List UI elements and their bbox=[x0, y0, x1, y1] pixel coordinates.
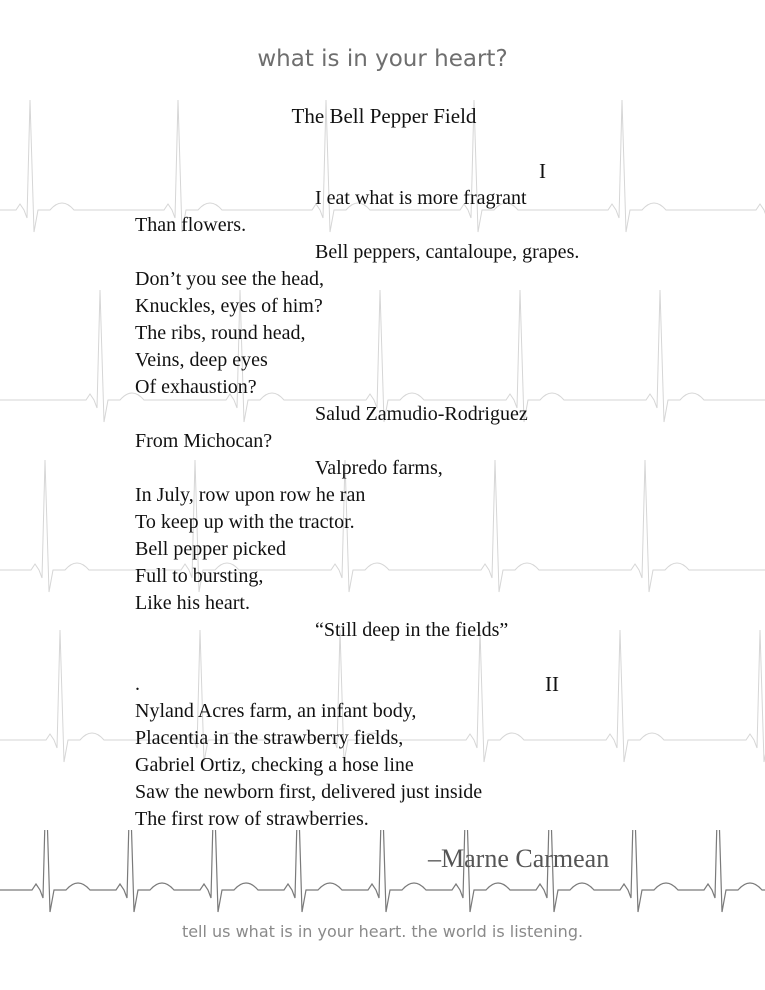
poem-line: Nyland Acres farm, an infant body, bbox=[135, 700, 417, 722]
poem-title: The Bell Pepper Field bbox=[291, 104, 477, 128]
poem-line: Veins, deep eyes bbox=[135, 349, 268, 371]
poem-line: The first row of strawberries. bbox=[135, 808, 369, 830]
poem-line: I eat what is more fragrant bbox=[315, 187, 527, 209]
ekg-line-bottom bbox=[0, 830, 765, 990]
poem-line: Of exhaustion? bbox=[135, 376, 257, 398]
poem-line: Gabriel Ortiz, checking a hose line bbox=[135, 754, 414, 776]
section-numeral-2: II bbox=[545, 672, 559, 696]
poem-line: From Michocan? bbox=[135, 430, 273, 452]
poem-line: Placentia in the strawberry fields, bbox=[135, 727, 404, 749]
poem-line: Than flowers. bbox=[135, 214, 247, 236]
poem-line: Full to bursting, bbox=[135, 565, 264, 587]
poem-line: In July, row upon row he ran bbox=[135, 484, 366, 506]
poem-line: Like his heart. bbox=[135, 592, 250, 614]
footer-tagline: tell us what is in your heart. the world is listening. bbox=[181, 922, 584, 941]
poem-line: Knuckles, eyes of him? bbox=[135, 295, 323, 317]
poem-line: Don’t you see the head, bbox=[135, 268, 325, 290]
poem-line: Valpredo farms, bbox=[315, 457, 443, 479]
section-dot: . bbox=[135, 673, 140, 695]
poem-line: “Still deep in the fields” bbox=[315, 619, 509, 641]
poem-line: The ribs, round head, bbox=[135, 322, 306, 344]
poem-line: To keep up with the tractor. bbox=[135, 511, 355, 533]
header-tagline: what is in your heart? bbox=[257, 46, 508, 72]
poem-line: Bell pepper picked bbox=[135, 538, 287, 560]
poem-line: Salud Zamudio-Rodriguez bbox=[315, 403, 528, 425]
section-numeral-1: I bbox=[539, 159, 546, 183]
poem-line: Saw the newborn first, delivered just inside bbox=[135, 781, 483, 803]
ekg-trace bbox=[0, 830, 765, 912]
poem-line: Bell peppers, cantaloupe, grapes. bbox=[315, 241, 580, 263]
poem-author: –Marne Carmean bbox=[428, 844, 610, 873]
